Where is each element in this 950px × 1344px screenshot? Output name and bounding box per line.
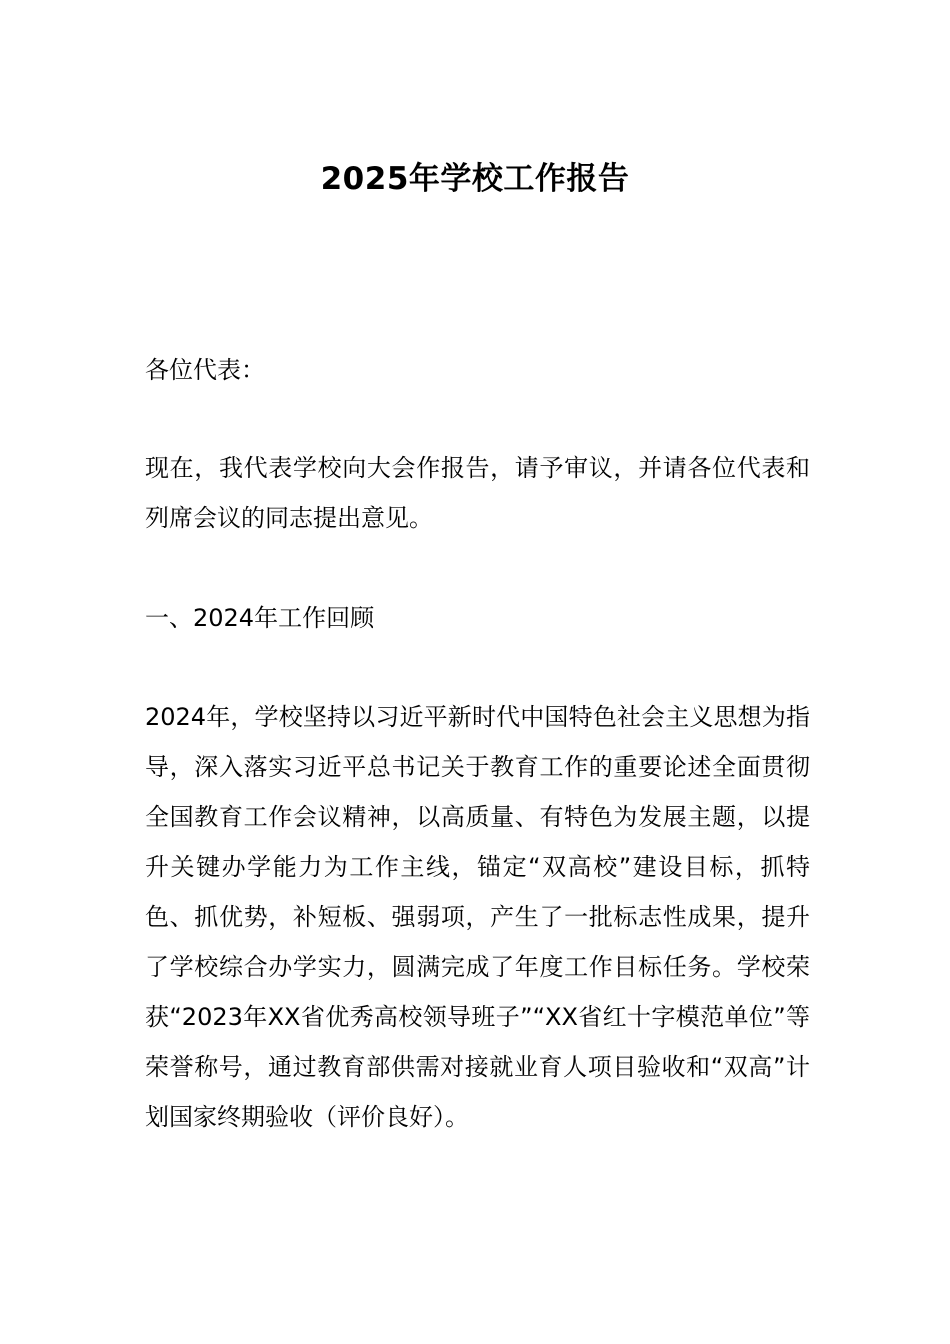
salutation: 各位代表： xyxy=(145,356,265,384)
document-title: 2025年学校工作报告 xyxy=(320,161,630,197)
intro-paragraph: 现在，我代表学校向大会作报告，请予审议，并请各位代表和列席会议的同志提出意见。 xyxy=(145,454,810,532)
section-paragraph: 2024年，学校坚持以习近平新时代中国特色社会主义思想为指导，深入落实习近平总书记关于教育工作的重要论述全面贯彻全国教育工作会议精神，以高质量、有特色为发展主题，以提升关键办学能力为工作主线，锚定“双高校”建设目标，抓特色、抓优势，补短板、强弱项，产生了一批标志性成果，提升了学校综合办学实力，圆满完成了年度工作目标任务。学校荣获“2023年XX省优秀高校领导班子”“XX省红十字模范单位”等荣誉称号，通过教育部供需对接就业育人项目验收和“双高”计划国家终期验收（评价良好）。 xyxy=(145,703,810,1131)
section-heading: 一、2024年工作回顾 xyxy=(145,604,375,632)
